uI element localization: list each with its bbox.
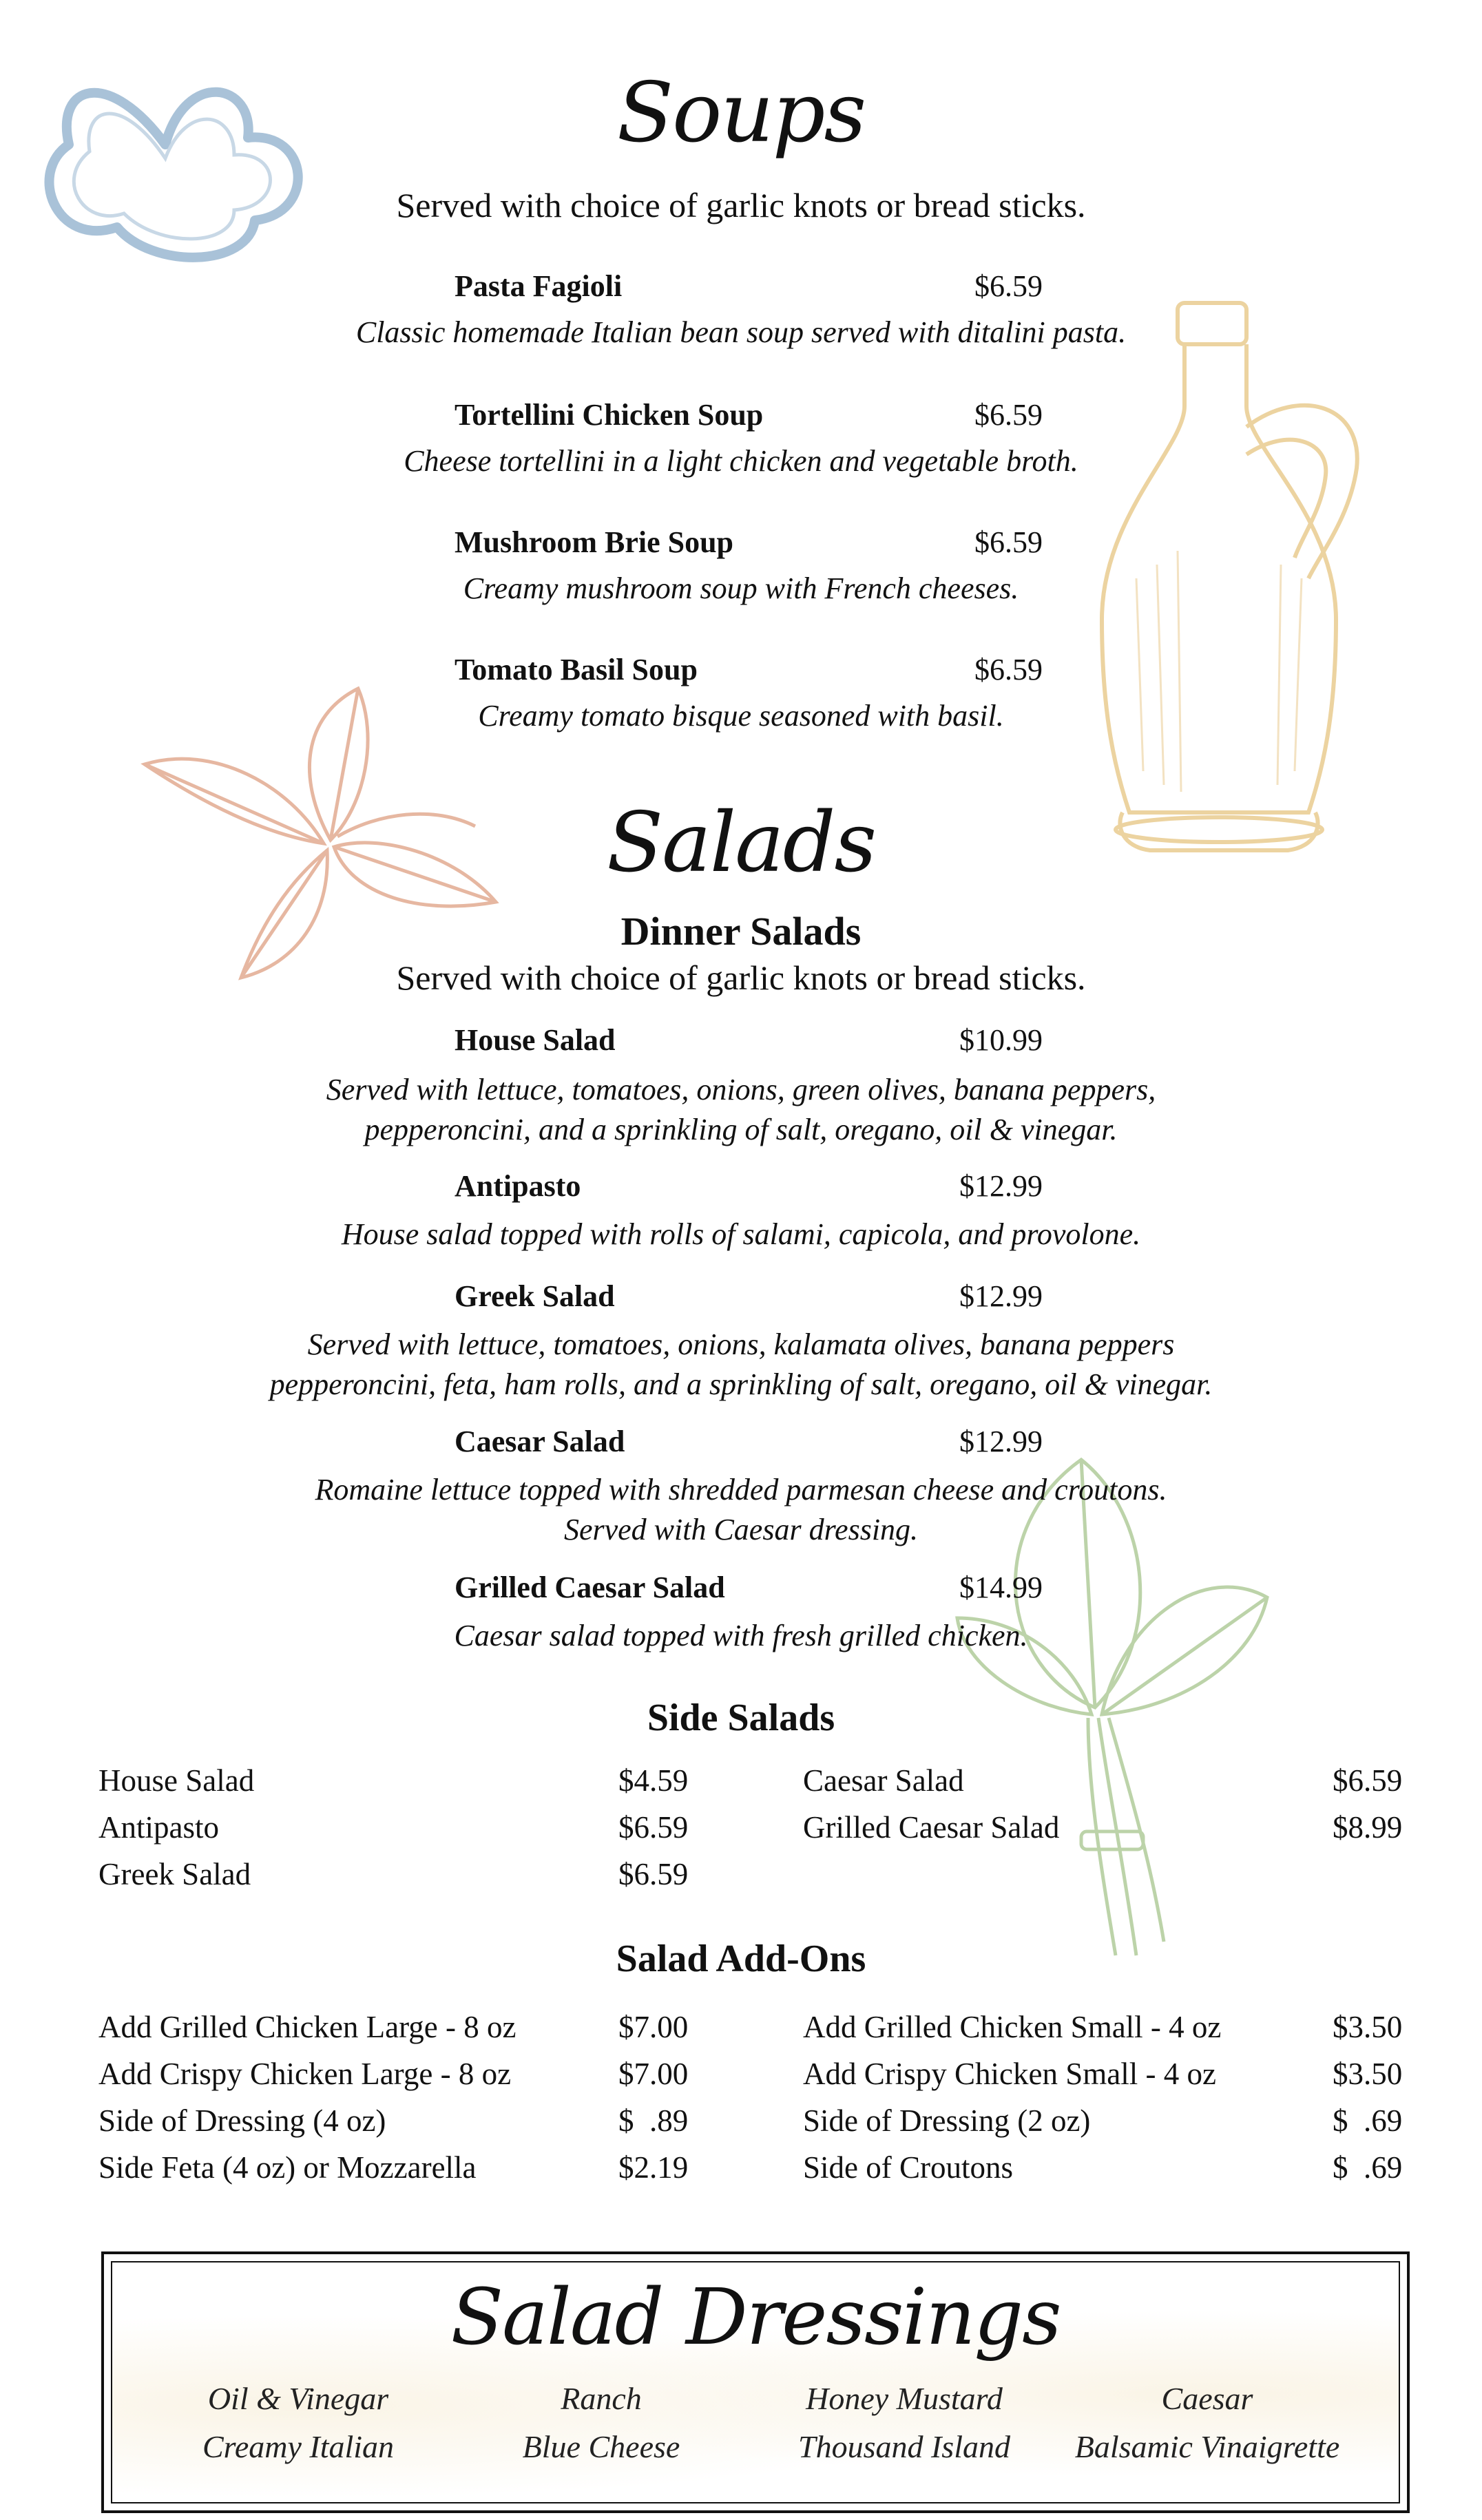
item-name: Antipasto (455, 1169, 581, 1203)
dressing-name: Creamy Italian (202, 2429, 395, 2464)
dressing-name: Honey Mustard (806, 2381, 1003, 2416)
side-salad-name: Greek Salad (98, 1857, 251, 1891)
item-description: Classic homemade Italian bean soup served with ditalini pasta. (355, 315, 1127, 349)
salads-title: Salads (606, 795, 876, 891)
item-price: $14.99 (959, 1571, 1043, 1604)
salad-dressings-box (101, 2251, 1410, 2513)
addon-name: Side of Dressing (4 oz) (98, 2103, 386, 2138)
dressing-name: Ranch (561, 2381, 642, 2416)
item-name: Caesar Salad (455, 1425, 625, 1458)
item-price: $6.59 (974, 398, 1043, 432)
dinner-salads-heading: Dinner Salads (620, 909, 862, 954)
item-name: Mushroom Brie Soup (455, 525, 734, 559)
item-price: $6.59 (974, 653, 1043, 686)
side-salad-name: Grilled Caesar Salad (803, 1810, 1060, 1845)
item-description: pepperoncini, feta, ham rolls, and a sprinkling of salt, oregano, oil & vinegar. (269, 1367, 1213, 1401)
item-name: House Salad (455, 1023, 616, 1057)
dressing-name: Oil & Vinegar (207, 2381, 389, 2416)
dressing-name: Blue Cheese (522, 2429, 680, 2464)
item-description: Served with lettuce, tomatoes, onions, green olives, banana peppers, (326, 1073, 1156, 1106)
addon-price: $ .69 (1333, 2150, 1403, 2185)
side-salad-price: $6.59 (618, 1810, 689, 1845)
salad-addons-heading: Salad Add-Ons (616, 1938, 866, 1980)
addon-price: $7.00 (618, 2057, 689, 2091)
item-description: Romaine lettuce topped with shredded parmesan cheese and croutons. (315, 1473, 1167, 1506)
item-name: Tomato Basil Soup (455, 653, 698, 686)
item-name: Tortellini Chicken Soup (455, 398, 764, 432)
addon-name: Add Grilled Chicken Large - 8 oz (98, 2010, 516, 2044)
item-name: Grilled Caesar Salad (455, 1571, 725, 1604)
item-price: $12.99 (959, 1425, 1043, 1458)
item-name: Greek Salad (455, 1279, 615, 1313)
side-salads-heading: Side Salads (647, 1697, 835, 1739)
item-price: $12.99 (959, 1169, 1043, 1203)
addon-price: $ .69 (1333, 2103, 1403, 2138)
item-description: Served with Caesar dressing. (563, 1513, 919, 1546)
dressing-name: Caesar (1161, 2381, 1253, 2416)
side-salad-price: $6.59 (618, 1857, 689, 1891)
dressing-name: Thousand Island (798, 2429, 1010, 2464)
item-price: $6.59 (974, 525, 1043, 559)
addon-price: $ .89 (618, 2103, 689, 2138)
item-description: Caesar salad topped with fresh grilled chicken. (454, 1619, 1028, 1652)
addon-price: $2.19 (618, 2150, 689, 2185)
item-description: Served with lettuce, tomatoes, onions, kalamata olives, banana peppers (307, 1327, 1175, 1361)
addon-name: Side of Croutons (803, 2150, 1014, 2185)
salads-subtitle: Served with choice of garlic knots or bread sticks. (396, 958, 1086, 997)
salad-dressings-title: Salad Dressings (450, 2273, 1061, 2362)
side-salad-name: Caesar Salad (803, 1763, 964, 1798)
item-name: Pasta Fagioli (455, 269, 623, 303)
item-description: Creamy mushroom soup with French cheeses. (463, 571, 1019, 605)
addon-name: Side of Dressing (2 oz) (803, 2103, 1091, 2138)
item-price: $10.99 (959, 1023, 1043, 1057)
side-salad-price: $8.99 (1333, 1810, 1403, 1845)
soups-title: Soups (616, 65, 866, 161)
item-description: Cheese tortellini in a light chicken and vegetable broth. (404, 444, 1078, 478)
salad-dressings-inner-frame (111, 2261, 1400, 2503)
addon-price: $3.50 (1333, 2010, 1403, 2044)
item-description: pepperoncini, and a sprinkling of salt, oregano, oil & vinegar. (364, 1113, 1118, 1146)
item-price: $6.59 (974, 269, 1043, 303)
addon-name: Add Grilled Chicken Small - 4 oz (803, 2010, 1222, 2044)
item-description: Creamy tomato bisque seasoned with basil. (478, 699, 1004, 733)
side-salad-price: $4.59 (618, 1763, 689, 1798)
item-price: $12.99 (959, 1279, 1043, 1313)
item-description: House salad topped with rolls of salami, capicola, and provolone. (341, 1217, 1141, 1251)
side-salad-name: House Salad (98, 1763, 255, 1798)
dressing-name: Balsamic Vinaigrette (1074, 2429, 1340, 2464)
addon-name: Side Feta (4 oz) or Mozzarella (98, 2150, 477, 2185)
addon-name: Add Crispy Chicken Large - 8 oz (98, 2057, 512, 2091)
side-salad-name: Antipasto (98, 1810, 219, 1845)
addon-price: $7.00 (618, 2010, 689, 2044)
addon-name: Add Crispy Chicken Small - 4 oz (803, 2057, 1216, 2091)
addon-price: $3.50 (1333, 2057, 1403, 2091)
side-salad-price: $6.59 (1333, 1763, 1403, 1798)
soups-subtitle: Served with choice of garlic knots or bread sticks. (396, 186, 1086, 224)
